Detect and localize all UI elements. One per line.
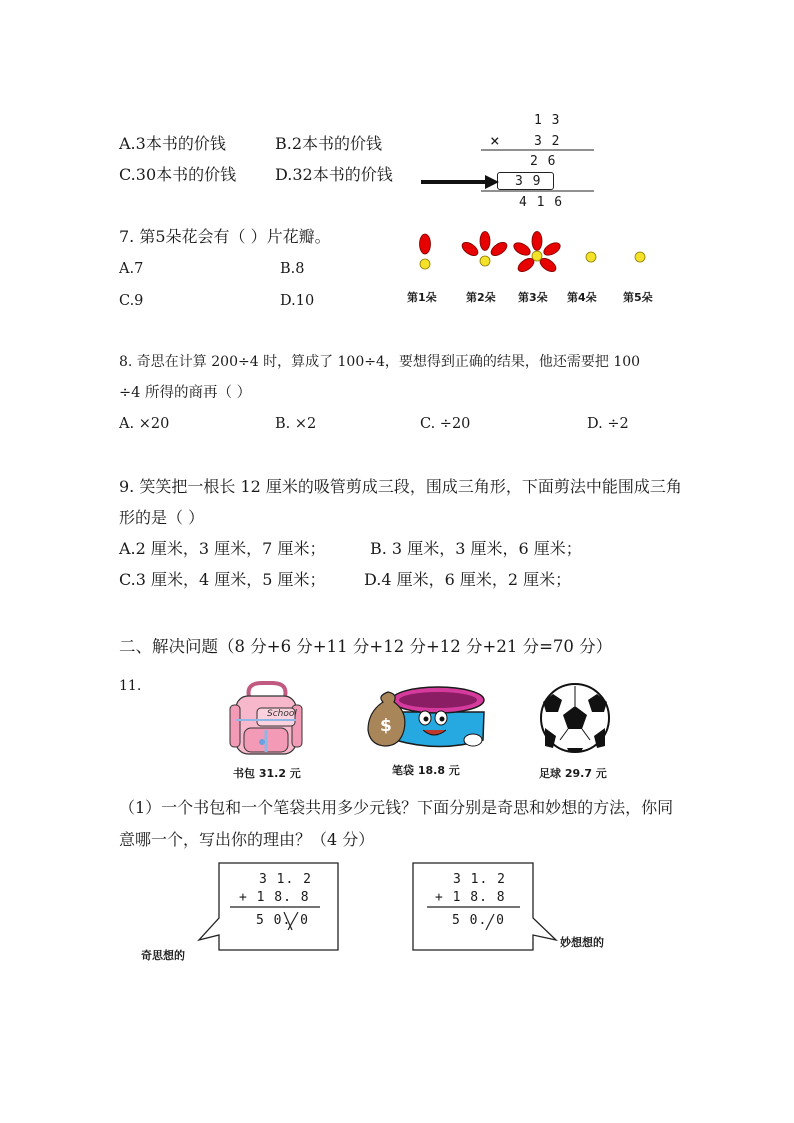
flower-label-5: 第5朵: [623, 291, 653, 304]
q8-question-line2: ÷4 所得的商再（ ）: [119, 385, 252, 401]
q9-option-a: A.2 厘米，3 厘米，7 厘米；: [119, 539, 326, 558]
q6-option-d: D.32本书的价钱: [275, 165, 393, 184]
q8-option-c: C. ÷20: [420, 416, 471, 432]
qisi-name-label: 奇思想的: [141, 949, 185, 962]
money-bag-dollar-sign: $: [380, 716, 392, 736]
q6-calc-times-sign: ×: [490, 131, 501, 150]
miaoxiang-name-label: 妙想想的: [560, 936, 604, 949]
q11-sub1-line1: （1）一个书包和一个笔袋共用多少元钱？下面分别是奇思和妙想的方法，你同: [119, 798, 674, 817]
q8-option-d: D. ÷2: [587, 416, 629, 432]
q6-option-b: B.2本书的价钱: [275, 134, 383, 153]
q7-option-c: C.9: [119, 293, 144, 309]
q6-calc-row2: 3 2: [534, 134, 561, 149]
q8-option-a: A. ×20: [119, 416, 170, 432]
q11-sub1-line2: 意哪一个，写出你的理由？（4 分）: [119, 830, 375, 849]
q6-calc-row5: 4 1 6: [519, 195, 564, 210]
q7-option-b: B.8: [280, 261, 305, 277]
flower-label-4: 第4朵: [567, 291, 597, 304]
q7-option-d: D.10: [280, 293, 315, 309]
pencil-case-price-label: 笔袋 18.8 元: [392, 764, 460, 777]
miaoxiang-calc-result: 5 0. 0: [452, 913, 505, 928]
qisi-calc-row2: + 1 8. 8: [239, 890, 310, 905]
q7-question: 7. 第5朵花会有（ ）片花瓣。: [119, 227, 331, 246]
q6-option-c: C.30本书的价钱: [119, 165, 237, 184]
qisi-calc-row1: 3 1. 2: [259, 872, 312, 887]
q6-option-a: A.3本书的价钱: [119, 134, 226, 153]
flower-label-3: 第3朵: [518, 291, 548, 304]
flower-label-2: 第2朵: [466, 291, 496, 304]
q6-calc-row1: 1 3: [534, 113, 561, 128]
section-2-heading: 二、解决问题（8 分+6 分+11 分+12 分+12 分+21 分=70 分）: [119, 637, 613, 656]
backpack-price-label: 书包 31.2 元: [233, 767, 301, 780]
q6-calc-row4: 3 9: [515, 174, 542, 189]
q7-option-a: A.7: [119, 261, 144, 277]
flower-label-1: 第1朵: [407, 291, 437, 304]
q8-question-line1: 8. 奇思在计算 200÷4 时，算成了 100÷4，要想得到正确的结果，他还需要把 100: [119, 354, 641, 370]
q9-question-line2: 形的是（ ）: [119, 508, 205, 527]
q9-option-c: C.3 厘米，4 厘米，5 厘米；: [119, 570, 326, 589]
q11-number: 11.: [119, 678, 142, 694]
q9-option-d: D.4 厘米，6 厘米，2 厘米；: [364, 570, 572, 589]
soccer-ball-price-label: 足球 29.7 元: [539, 767, 607, 780]
q6-calc-row3: 2 6: [530, 154, 557, 169]
backpack-school-text: School: [267, 709, 297, 719]
q9-option-b: B. 3 厘米，3 厘米，6 厘米；: [370, 539, 582, 558]
qisi-calc-result: 5 0. 0: [256, 913, 309, 928]
q8-option-b: B. ×2: [275, 416, 317, 432]
q9-question-line1: 9. 笑笑把一根长 12 厘米的吸管剪成三段，围成三角形，下面剪法中能围成三角: [119, 477, 682, 496]
miaoxiang-calc-row1: 3 1. 2: [453, 872, 506, 887]
miaoxiang-calc-row2: + 1 8. 8: [435, 890, 506, 905]
